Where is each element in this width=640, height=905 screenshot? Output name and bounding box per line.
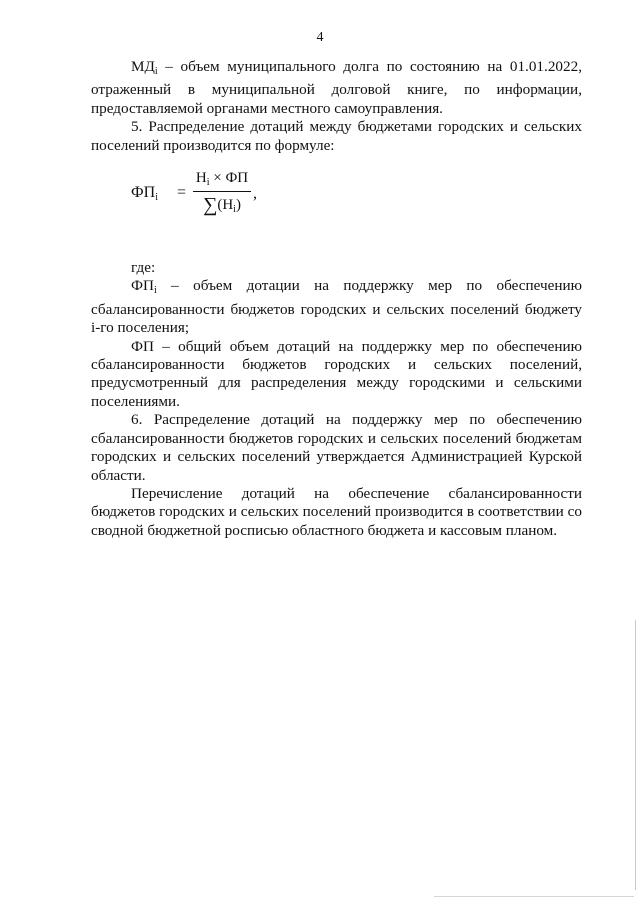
- fp-i-subscript: i: [153, 285, 157, 297]
- fp-i-symbol: ФП: [131, 277, 154, 295]
- scan-edge-line: [635, 620, 636, 890]
- sigma-icon: ∑: [203, 194, 218, 217]
- denominator-close: ): [235, 197, 241, 214]
- md-symbol: МД: [131, 58, 155, 75]
- fp-i-definition: [91, 277, 582, 337]
- denominator-open: (Н: [217, 197, 234, 214]
- formula-lhs: [131, 184, 158, 207]
- numerator-h: Н: [195, 170, 207, 187]
- denominator-subscript: i: [233, 204, 236, 216]
- formula-equals: =: [177, 184, 187, 202]
- formula-comma: ,: [253, 185, 257, 203]
- md-definition-text: – объем муниципального долга по состоянию на 01.01.2022, отраженный в муниципальной долговой книге, по информации, предоставляемой органами местного самоуправления.: [91, 58, 582, 117]
- md-subscript: i: [154, 66, 158, 77]
- scan-bottom-line: [434, 896, 634, 897]
- md-definition: [91, 58, 582, 118]
- fp-definition: ФП – общий объем дотаций на поддержку мер по обеспечению сбалансированности бюджетов городских и сельских поселений, предусмотренный для распределения между городскими и сельскими поселениями.: [91, 337, 582, 410]
- numerator-rest: × ФП: [209, 170, 249, 187]
- formula-lhs-subscript: i: [155, 192, 158, 204]
- fraction-bar: [193, 191, 251, 192]
- paragraph-transfer: Перечисление дотаций на обеспечение сбалансированности бюджетов городских и сельских поселений производится в соответствии со сводной бюджетной росписью областного бюджета и кассовым планом.: [91, 484, 582, 539]
- formula-numerator: [193, 167, 251, 189]
- formula: [91, 167, 582, 239]
- formula-denominator: [193, 194, 251, 216]
- paragraph-6: 6. Распределение дотаций на поддержку мер по обеспечению сбалансированности бюджетов городских и сельских поселений бюджетам городских и сельских поселений утверждается Администрацией Курской области.: [91, 411, 582, 484]
- page-number: 4: [316, 30, 324, 45]
- fp-i-definition-text: – объем дотации на поддержку мер по обеспечению сбалансированности бюджетов городских и сельских поселений бюджету i-го поселения;: [91, 277, 582, 337]
- document-body: [91, 58, 582, 540]
- numerator-subscript: i: [206, 177, 210, 189]
- formula-fraction: [193, 167, 251, 216]
- paragraph-5: 5. Распределение дотаций между бюджетами городских и сельских поселений производится по формуле:: [91, 118, 582, 154]
- where-label: где:: [131, 259, 156, 277]
- formula-lhs-symbol: ФП: [131, 184, 156, 202]
